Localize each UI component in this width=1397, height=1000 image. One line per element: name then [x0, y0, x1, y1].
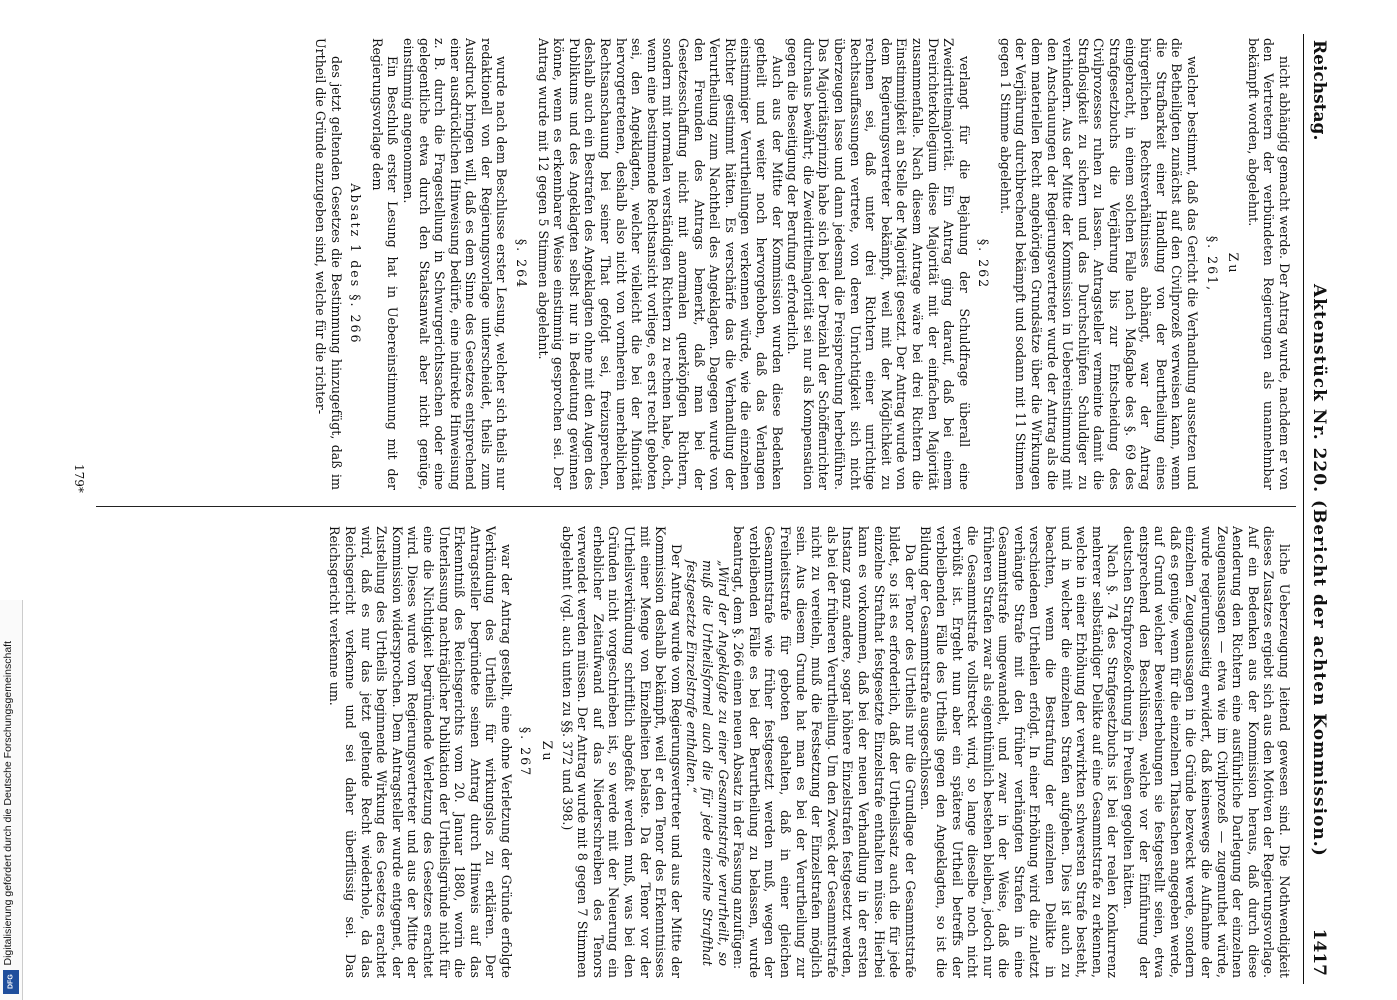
section-prefix: Zu	[1226, 252, 1242, 276]
header-page-number: 1417	[1309, 928, 1329, 976]
digitization-footer	[0, 600, 23, 1000]
section-heading: §. 261,	[1204, 235, 1220, 293]
column-divider	[96, 506, 1296, 507]
header-left: Reichstag.	[1309, 40, 1329, 141]
text-column-right	[72, 526, 1292, 978]
funding-notice: Digitalisierung gefördert durch die Deutsche Forschungsgemeinschaft	[2, 641, 14, 966]
paragraph: Da der Tenor des Urtheils nur die Grundlage der Gesammtstrafe bildet, so ist es erforderlich, daß der Urtheilssatz auch die für jede einzelne Strafthat festgesetzte Einzelstrafe enthalten müsse. Hierbei kann es vorkommen, daß bei der neuen Verhandlung in der ersten Instanz ganz andere, sogar höhere Einzelstrafen festgesetzt werden, als bei der früheren Verurtheilung. Um den Zweck der Gesammtstrafe nicht zu vereiteln, muß die Festsetzung der Einzelstrafen möglich sein. Aus diesem Grunde hat man es bei der Verurtheilung zur Freiheitsstrafe für geboten gehalten, daß in einer gleichen Gesammtstrafe wie früher festgesetzt werden muß, wegen der verbleibenden Fälle es bei der Berurtheilung zu belassen, wurde beantragt, dem §. 266 einen neuen Absatz in der Fassung anzufügen:	[731, 526, 918, 978]
scanned-page	[62, 34, 1332, 984]
paragraph: wurde nach dem Beschlusse erster Lesung, welcher sich theils nur redaktionell von der Regierungsvorlage unterscheidet, theils zum Ausdruck bringen will, daß es dem Sinne des Gesetzes entsprechend einer ausdrücklichen Hinweisung bedürfe, eine indirekte Hinweisung z. B. durch die Fragestellung in Schwurgerichtssachen oder eine gelegentliche etwa durch den Staatsanwalt aber nicht genüge, einstimmig angenommen.	[400, 38, 510, 490]
paragraph: welcher bestimmt, daß das Gericht die Verhandlung aussetzen und die Betheiligten zunächst auf den Civilprozeß verweisen kann, wenn die Strafbarkeit einer Handlung von der Beurtheilung eines bürgerlichen Rechtsverhältnisses abhängt, war der Antrag eingebracht, in einem solchen Falle nach Maßgabe des §. 69 des Strafgesetzbuchs die Verjährung bis zur Entscheidung des Civilprozesses ruhen zu lassen. Antragsteller vermeinte damit die Straflosigkeit zu sichern und das Durchschlüpfen Schuldiger zu verhindern. Aus der Mitte der Kommission in Uebereinstimmung mit den Anschauungen der Regierungsvertreter wurde der Antrag als die dem materiellen Recht angehörigen Grundsätze über die Wirkungen der Verjährung durchbrechend bekämpft und sodann mit 11 Stimmen gegen 1 Stimme abgelehnt.	[997, 38, 1201, 490]
paragraph: liche Ueberzeugung leitend gewesen sind. Die Nothwendigkeit dieses Zusatzes ergiebt sich aus den Motiven der Regierungsvorlage. Auf ein Bedenken aus der Kommission heraus, daß durch diese Aenderung den Richtern eine ausführliche Darlegung der einzelnen Zeugenaussagen — etwa wie im Civilprozeß — zugemuthet würde, wurde regierungsseitig erwidert, daß keineswegs die Aufnahme der einzelnen Zeugenaussagen in die Gründe bezweckt werde, sondern daß es genüge, wenn für die einzelnen Thatsachen angegeben werde, auf Grund welcher Beweiserhebungen sie festgestellt seien, etwa entsprechend den Beschlüssen, welche vor der Einführung der deutschen Strafprozeßordnung in Preußen gegolten hätten.	[1121, 526, 1292, 978]
paragraph: Nach §. 74 des Strafgesetzbuchs ist bei der realen Konkurrenz mehrerer selbständiger Delikte auf eine Gesammtstrafe zu erkennen, welche in einer Erhöhung der verwirkten schwersten Strafe besteht, und in welcher die einzelnen Strafen aufgehen. Dies ist auch zu beachten, wenn die Bestrafung der einzelnen Delikte in verschiedenen Urtheilen erfolgt. In einer Erhöhung wird die zuletzt verhängte Strafe mit den früher verhängten Strafen in eine Gesammtstrafe umgewandelt, und zwar in der Weise, daß die früheren Strafen zwar als eigenthümlich bestehen bleiben, jedoch nur die Gesammtstrafe vollstreckt wird, so lange dieselbe noch nicht verbüßt ist. Ergeht nun aber ein späteres Urtheil betreffs der verbleibenden Fälle des Urtheils gegen den Angeklagten, so ist die Bildung der Gesammtstrafe ausgeschlossen.	[918, 526, 1121, 978]
section-heading: §. 267	[518, 726, 534, 778]
dfg-logo: DFG	[3, 970, 19, 994]
section-heading: Absatz 1 des §. 266	[348, 183, 364, 345]
section-heading: §. 264	[514, 238, 530, 290]
paragraph: Auch aus der Mitte der Kommission wurden diese Bedenken getheilt und weiter noch hervorgehoben, daß das Verlangen einstimmiger Verurtheilungen verkennen würde, wie die einzelnen Richter gestimmt hätten. Es verschärfe das die Verhandlung der Verurtheilung zum Nachtheil des Angeklagten. Dagegen wurde von den Freunden des Antrags bemerkt, daß man bei der Gesetzesschaffung nicht mit anormalen querköpfigen Richtern, sondern mit normalen verständigen Richtern zu rechnen habe, doch, wenn eine bestimmende Rechtsansicht vorliege, es erst recht geboten sei, den Angeklagten, welcher vielleicht die bei der Minorität hervorgetretenen, deshalb also nicht von vornherein unerheblichen Rechtsanschauung bei seiner That gefolgt sei, freizusprechen, deshalb auch ein Bestrafen des Angeklagten ohne mit den Augen des Publikums und des Angeklagten selbst nur in Bedeutung gewinnen könne, wenn es erkennbarer Weise einstimmig gesprochen sei. Der Antrag wurde mit 12 gegen 5 Stimmen abgelehnt.	[535, 38, 785, 490]
paragraph: Der Antrag wurde vom Regierungsvertreter und aus der Mitte der Kommission deshalb bekämpft, weil er den Tenor des Erkenntnisses mit einer Menge von Einzelheiten belaste. Da der Tenor vor der Urtheilsverkündung schriftlich abgefaßt werden muß, was bei den Gründen nicht vorgeschrieben ist, so werde mit der Neuerung ein erheblicher Zeitaufwand auf das Niederschreiben des Tenors verwendet werden müssen. Der Antrag wurde mit 8 gegen 7 Stimmen abgelehnt (vgl. auch unten zu §§. 372 und 398.)	[559, 526, 684, 978]
paragraph: war der Antrag gestellt, eine ohne Verletzung der Gründe erfolgte Verkündung des Urtheils für wirkungslos zu erklären. Der Antragsteller begründete seinen Antrag durch Hinweis auf das Erkenntniß des Reichsgerichts vom 20. Januar 1880, worin die Unterlassung nachträglicher Publikation der Urtheilsgründe nicht für eine die Nichtigkeit begründende Verletzung des Gesetzes erachtet wird. Dieses wurde vom Regierungsvertreter und aus der Mitte der Kommission widersprochen. Dem Antragsteller wurde entgegnet, der Zustellung des Urtheils beginnende Wirkung des Gesetzes erachtet wird, daß es nur das jetzt geltende Recht wiederhole, da das Reichsgericht verkenne und sei daher überflüssig sei. Das Reichsgericht verkenne um.	[327, 526, 514, 978]
page-header	[1303, 34, 1332, 984]
quoted-paragraph: „Wird der Angeklagte zu einer Gesammtstrafe verurtheilt, so muß die Urtheilsformel auch die für jede einzelne Strafthat festgesetzte Einzelstrafe enthalten.“	[684, 560, 731, 966]
header-title: Aktenstück Nr. 220. (Bericht der achten Kommission.)	[1309, 284, 1329, 857]
section-prefix: Zu	[540, 740, 556, 764]
paragraph: verlangt für die Bejahung der Schuldfrage überall eine Zweidrittelmajorität. Ein Antrag ging darauf, daß bei einem Dreirichterkollegium diese Majorität mit der einfachen Majorität zusammenfalle. Nach diesem Antrage wäre bei drei Richtern die Einstimmigkeit an Stelle der Majorität gesetzt. Der Antrag wurde von dem Regierungsvertreter bekämpft, weil mit der Möglichkeit zu rechnen sei, daß unter drei Richtern einer unrichtige Rechtsauffassungen vertrete, von deren Unrichtigkeit sich nicht überzeugen lasse und dann jedesmal die Freisprechung herbeiführe. Das Majoritätsprinzip habe sich bei der Dreizahl der Schöffenrichter durchaus bewährt; die Zweidrittelmajorität sei nur als Kompensation gegen die Beseitigung der Berufung erforderlich.	[785, 38, 972, 490]
section-heading: §. 262	[976, 238, 992, 290]
text-column-left	[72, 38, 1292, 490]
paragraph: nicht abhängig gemacht werde. Der Antrag wurde, nachdem er von den Vertretern der verbündeten Regierungen als unannehmbar bekämpft worden, abgelehnt.	[1245, 38, 1292, 490]
paragraph: Ein Beschluß erster Lesung hat in Uebereinstimmung mit der Regierungsvorlage dem	[369, 38, 401, 490]
page-folio: 179*	[72, 464, 86, 493]
paragraph: des jetzt geltenden Gesetzes die Bestimmung hinzugefügt, daß im Urtheil die Gründe anzugeben sind, welche für die richter-	[312, 38, 344, 490]
